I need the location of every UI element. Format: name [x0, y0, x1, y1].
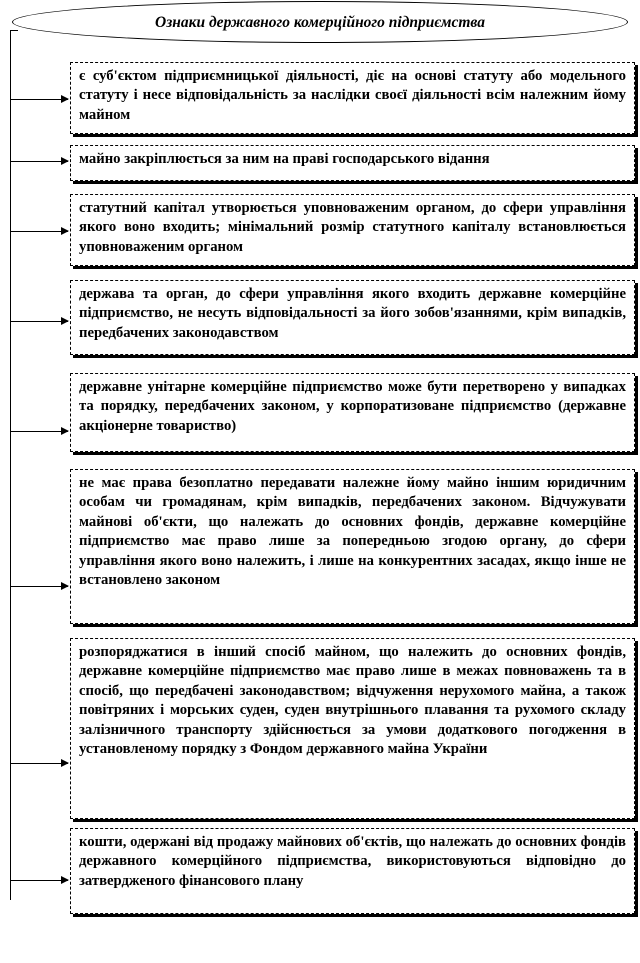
diagram-title: Ознаки державного комерційного підприємства: [155, 14, 485, 31]
arrow-4: [10, 321, 68, 322]
feature-text-8: кошти, одержані від продажу майнових об'єктів, що належать до основних фондів державного комерційного підприємства, використовуються відповідно до затвердженого фінансового плану: [79, 834, 626, 889]
arrow-8: [10, 880, 68, 881]
connector-spine-cap: [10, 30, 18, 31]
arrow-5: [10, 431, 68, 432]
feature-box-5: [70, 373, 635, 452]
feature-text-4: держава та орган, до сфери управління якого входить державне комерційне підприємство, не несуть відповідальності за його зобов'язаннями, крім випадків, передбачених законодавством: [79, 286, 626, 341]
feature-text-6: не має права безоплатно передавати належне йому майно іншим юридичним особам чи громадянам, крім випадків, передбачених законом. Відчужувати майнові об'єкти, що належать до основних фондів, державне комерційне підприємство має право лише за попередньою згодою органу, до сфери управління якого воно належить, і лише на конкурентних засадах, якщо інше не встановлено законом: [79, 475, 626, 589]
feature-text-1: є суб'єктом підприємницької діяльності, діє на основі статуту або модельного статуту і несе відповідальність за наслідки своєї діяльності всім належним йому майном: [79, 68, 626, 123]
feature-text-5: державне унітарне комерційне підприємство може бути перетворено у випадках та порядку, передбачених законом, у корпоратизоване підприємство (державне акціонерне товариство): [79, 379, 626, 434]
feature-box-8: [70, 828, 635, 914]
feature-box-6: [70, 469, 635, 624]
arrow-2: [10, 161, 68, 162]
feature-text-7: розпоряджатися в інший спосіб майном, що належить до основних фондів, державне комерційне підприємство має право лише в межах повноважень та в спосіб, що передбачені законодавством; відчуження нерухомого майна, а також повітряних і морських суден, суден внутрішнього плавання та рухомого складу залізничного транспорту здійснюється за умови додаткового погодження в установленому порядку з Фондом державного майна України: [79, 644, 626, 758]
arrow-1: [10, 99, 68, 100]
diagram-title-ellipse: [12, 1, 628, 43]
feature-box-4: [70, 280, 635, 355]
arrow-3: [10, 231, 68, 232]
feature-text-2: майно закріплюється за ним на праві господарського відання: [79, 151, 490, 167]
arrow-6: [10, 586, 68, 587]
feature-box-7: [70, 638, 635, 819]
feature-box-3: [70, 194, 635, 266]
feature-text-3: статутний капітал утворюється уповноваженим органом, до сфери управління якого воно входить; мінімальний розмір статутного капіталу встановлюється уповноваженим органом: [79, 200, 626, 255]
feature-box-2: [70, 145, 635, 181]
arrow-7: [10, 763, 68, 764]
feature-box-1: [70, 62, 635, 134]
